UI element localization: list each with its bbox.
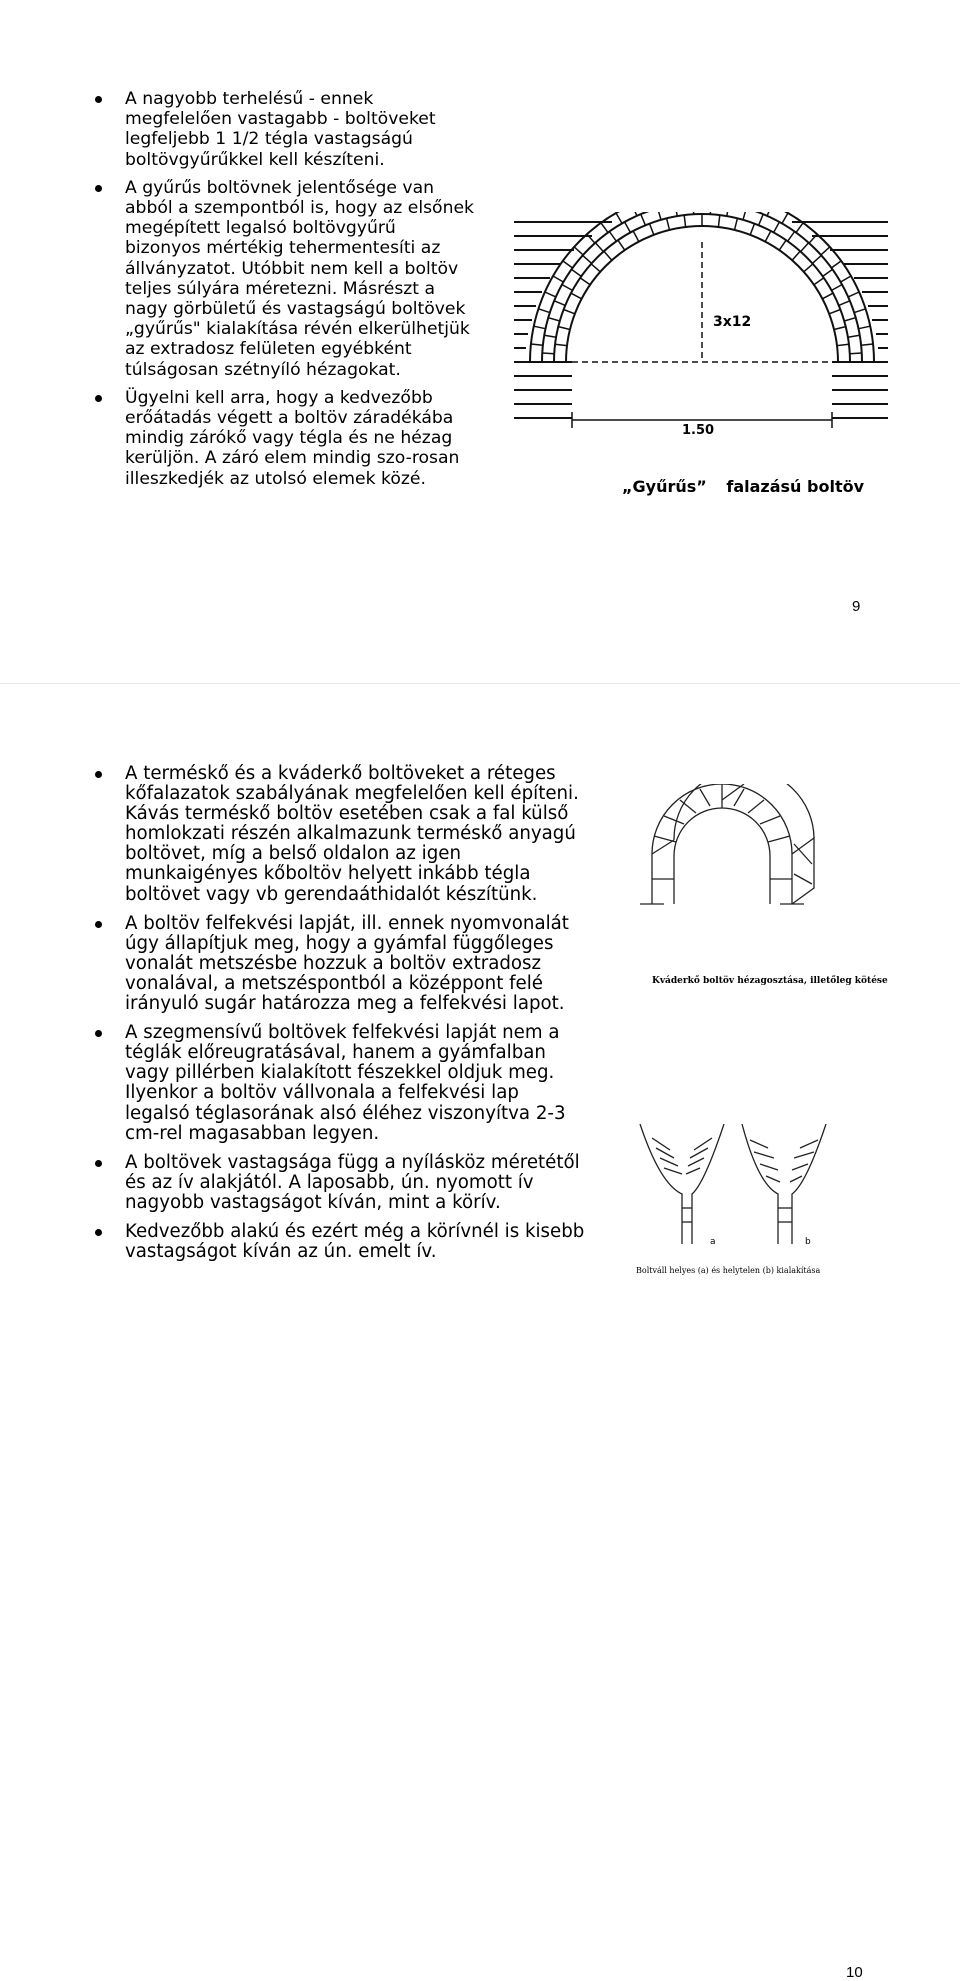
brick-joint: [774, 222, 780, 233]
brick-joint: [841, 276, 851, 282]
caption-rest: falazású boltöv: [726, 477, 865, 496]
springing-caption-text: Boltváll helyes (a) és helytelen (b) kialakítása: [636, 1266, 821, 1275]
page-number: 10: [846, 1964, 863, 1981]
ring-count-label: 3x12: [713, 314, 752, 330]
brick-joint: [796, 223, 803, 233]
ashlar-caption: [652, 976, 888, 986]
brick-joint: [563, 261, 573, 268]
brick-joint: [538, 309, 549, 313]
brick-joint: [625, 222, 631, 233]
brick-joint: [765, 231, 771, 242]
brick-joint: [544, 335, 556, 337]
springing-detail-figure: [630, 1124, 830, 1264]
bullet-item: A gyűrűs boltövnek jelentősége van abból a szempontból is, hogy az elsőnek megépített legalsó boltövgyűrű bizonyos mértékig tehermentesíti az állványzatot. Utóbbit nem kell a boltöv teljes súlyára méretezni. Másrészt a nagy görbületű és vastagságú boltövek „gyűrűs" kialakítása révén elkerülhetjük az extradosz felületen egyébként túlságosan szétnyíló hézagokat.: [95, 178, 475, 380]
brick-joint: [641, 214, 646, 225]
ring-arch-figure: [512, 212, 892, 500]
brick-joint: [832, 285, 843, 291]
brick-joint: [667, 218, 670, 230]
bullet-item: A boltövek vastagsága függ a nyílásköz méretétől és az ív alakjától. A laposabb, ún. nyomott ív nagyobb vastagságot kíván, mint a körív.: [95, 1153, 585, 1213]
brick-joint: [632, 212, 637, 216]
brick-joint: [710, 212, 711, 214]
caption-quoted: „Gyűrűs”: [622, 477, 707, 496]
brick-joint: [829, 310, 840, 314]
ashlar-arch-figure: [632, 784, 822, 924]
slide-10: [0, 684, 960, 1981]
brick-joint: [814, 278, 824, 285]
springing-caption: [636, 1266, 820, 1275]
brick-joint: [650, 224, 654, 235]
bullet-item: Ügyelni kell arra, hogy a kedvezőbb erőátadás végett a boltöv záradékába mindig zárókő vagy tégla és ne hézag kerüljön. A záró elem mindig szo-rosan illeszkedjék az utolsó elemek közé.: [95, 388, 475, 489]
brick-joint: [591, 264, 600, 272]
page-number: 9: [852, 598, 861, 615]
brick-joint: [823, 269, 833, 276]
brick-joint: [583, 255, 592, 263]
brick-joint: [788, 232, 795, 242]
brick-joint: [743, 212, 746, 220]
brick-joint: [601, 223, 608, 233]
brick-joint: [850, 353, 862, 354]
brick-joint: [558, 327, 570, 330]
label-a: a: [710, 1237, 716, 1247]
bullet-item: A nagyobb terhelésű - ennek megfelelően vastagabb - boltöveket legfeljebb 1 1/2 tégla vastagságú boltövgyűrűkkel kell készíteni.: [95, 89, 475, 170]
brick-joint: [861, 344, 873, 345]
brick-joint: [555, 344, 567, 345]
brick-joint: [804, 264, 813, 272]
brick-joint: [531, 344, 543, 345]
brick-joint: [844, 318, 856, 321]
brick-joint: [821, 247, 830, 255]
brick-joint: [616, 213, 622, 223]
brick-joint: [545, 292, 556, 297]
bullet-item: Kedvezőbb alakú és ezért még a körívnél is kisebb vastagságot kíván az ún. emelt ív.: [95, 1222, 585, 1262]
brick-joint: [834, 327, 846, 330]
brick-joint: [837, 344, 849, 345]
brick-joint: [759, 214, 764, 225]
brick-joint: [812, 255, 821, 263]
brick-joint: [848, 335, 860, 337]
brick-joint: [839, 301, 850, 306]
brick-joint: [564, 310, 575, 314]
slide-9-bullet-list: [95, 89, 475, 497]
brick-joint: [822, 293, 833, 299]
figure-caption: [622, 477, 865, 496]
span-label: 1.50: [682, 423, 715, 438]
brick-joint: [633, 231, 639, 242]
brick-joint: [554, 301, 565, 306]
brick-joint: [553, 276, 563, 282]
slide-10-bullet-list: [95, 764, 585, 1271]
brick-joint: [792, 251, 800, 260]
brick-joint: [693, 212, 694, 214]
brick-joint: [595, 243, 603, 252]
brick-joint: [848, 292, 859, 297]
brick-joint: [767, 212, 772, 216]
brick-joint: [618, 240, 625, 250]
brick-joint: [571, 293, 582, 299]
brick-joint: [658, 212, 661, 220]
slide-9: [0, 0, 960, 683]
brick-joint: [735, 218, 738, 230]
brick-joint: [574, 247, 583, 255]
brick-joint: [859, 326, 871, 329]
brick-joint: [782, 213, 788, 223]
ashlar-caption-text: Kváderkő boltöv hézagosztása, illetőleg kötése: [652, 976, 888, 986]
brick-joint: [534, 326, 546, 329]
brick-joint: [548, 318, 560, 321]
brick-joint: [801, 243, 809, 252]
brick-joint: [562, 285, 573, 291]
bullet-item: A terméskő és a kváderkő boltöveket a réteges kőfalazatok szabályának megfelelően kell építeni. Kávás terméskő boltöv esetében csak a fal külső homlokzati részén alkalmazunk terméskő anyagú boltövet, míg a belső oldalon az igen munkaigényes kőboltöv helyett inkább tégla boltövet vagy vb gerendaáthidalót készítünk.: [95, 764, 585, 905]
brick-joint: [542, 353, 554, 354]
bullet-item: A szegmensívű boltövek felfekvési lapját nem a téglák előreugratásával, hanem a gyámfalban vagy pillérben kialakított fészekkel oldjuk meg. Ilyenkor a boltöv vállvonala a felfekvési lap legalsó téglasorának alsó éléhez viszonyítva 2-3 cm-rel magasabban legyen.: [95, 1023, 585, 1144]
brick-joint: [580, 278, 590, 285]
brick-joint: [572, 269, 582, 276]
label-b: b: [805, 1237, 811, 1247]
brick-joint: [609, 232, 616, 242]
brick-joint: [750, 224, 754, 235]
brick-joint: [604, 251, 612, 260]
brick-joint: [831, 261, 841, 268]
brick-joint: [684, 215, 685, 227]
brick-joint: [718, 215, 719, 227]
bullet-item: A boltöv felfekvési lapját, ill. ennek nyomvonalát úgy állapítjuk meg, hogy a gyámfal függőleges vonalát metszésbe hozzuk a boltöv extradosz vonalával, a metszéspontból a középpont felé irányuló sugár határozza meg a felfekvési lapot.: [95, 914, 585, 1014]
brick-joint: [779, 240, 786, 250]
brick-joint: [854, 309, 865, 313]
